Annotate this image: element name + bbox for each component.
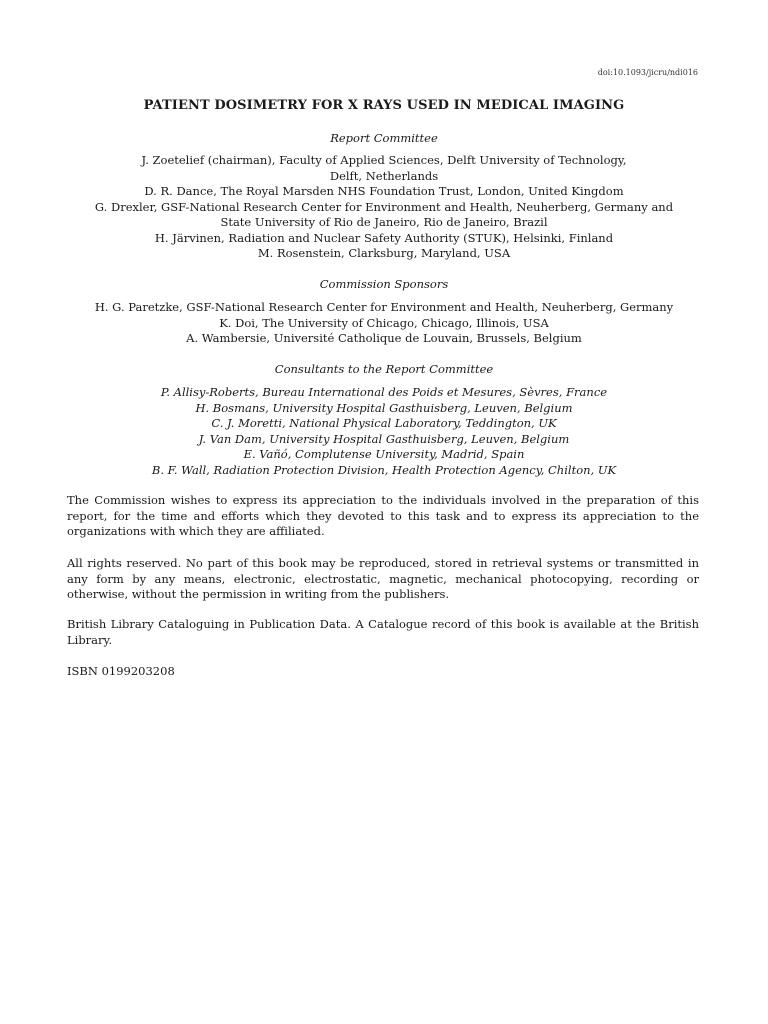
page-title: PATIENT DOSIMETRY FOR X RAYS USED IN MEDICAL IMAGING — [143, 98, 625, 113]
consultants-list — [0, 385, 768, 478]
commission-sponsors-list — [0, 300, 768, 347]
committee-line: H. Järvinen, Radiation and Nuclear Safety Authority (STUK), Helsinki, Finland — [154, 230, 614, 245]
consultant-line: H. Bosmans, University Hospital Gasthuisberg, Leuven, Belgium — [195, 400, 573, 415]
committee-line: Delft, Netherlands — [329, 168, 439, 183]
committee-line: State University of Rio de Janeiro, Rio de Janeiro, Brazil — [220, 215, 548, 229]
committee-line: J. Zoetelief (chairman), Faculty of Applied Sciences, Delft University of Technology, — [141, 153, 627, 167]
report-committee-heading: Report Committee — [330, 131, 438, 145]
consultant-line: P. Allisy-Roberts, Bureau International des Poids et Mesures, Sèvres, France — [160, 385, 608, 399]
consultants-heading: Consultants to the Report Committee — [274, 362, 494, 376]
consultant-line: J. Van Dam, University Hospital Gasthuisberg, Leuven, Belgium — [198, 431, 570, 446]
committee-line: M. Rosenstein, Clarksburg, Maryland, USA — [257, 246, 511, 260]
sponsor-line: K. Doi, The University of Chicago, Chicago, Illinois, USA — [219, 315, 549, 330]
rights-paragraph: All rights reserved. No part of this book may be reproduced, stored in retrieval systems or transmitted in any form by any means, electronic, electrostatic, magnetic, mechanical photocopying, recording or otherwise, without the permission in writing from the publishers. — [67, 556, 699, 601]
consultant-line: C. J. Moretti, National Physical Laboratory, Teddington, UK — [211, 416, 557, 430]
cataloguing-paragraph: British Library Cataloguing in Publication Data. A Catalogue record of this book is available at the British Library. — [67, 617, 699, 647]
sponsor-line: A. Wambersie, Université Catholique de Louvain, Brussels, Belgium — [186, 331, 582, 345]
consultant-line: E. Vañó, Complutense University, Madrid, Spain — [243, 447, 525, 461]
consultant-line: B. F. Wall, Radiation Protection Division, Health Protection Agency, Chilton, UK — [151, 462, 617, 477]
committee-line: G. Drexler, GSF-National Research Center for Environment and Health, Neuherberg, Germany and — [94, 199, 674, 214]
commission-sponsors-heading: Commission Sponsors — [319, 277, 449, 291]
committee-line: D. R. Dance, The Royal Marsden NHS Foundation Trust, London, United Kingdom — [144, 184, 624, 198]
doi-label: doi:10.1093/jicru/ndi016 — [597, 68, 698, 77]
report-committee-list — [0, 153, 768, 262]
sponsor-line: H. G. Paretzke, GSF-National Research Center for Environment and Health, Neuherberg, Germany — [94, 300, 674, 314]
isbn-line: ISBN 0199203208 — [67, 664, 175, 678]
appreciation-paragraph: The Commission wishes to express its appreciation to the individuals involved in the preparation of this report, for the time and efforts which they devoted to this task and to express its appreciation to the organizations with which they are affiliated. — [67, 493, 699, 538]
